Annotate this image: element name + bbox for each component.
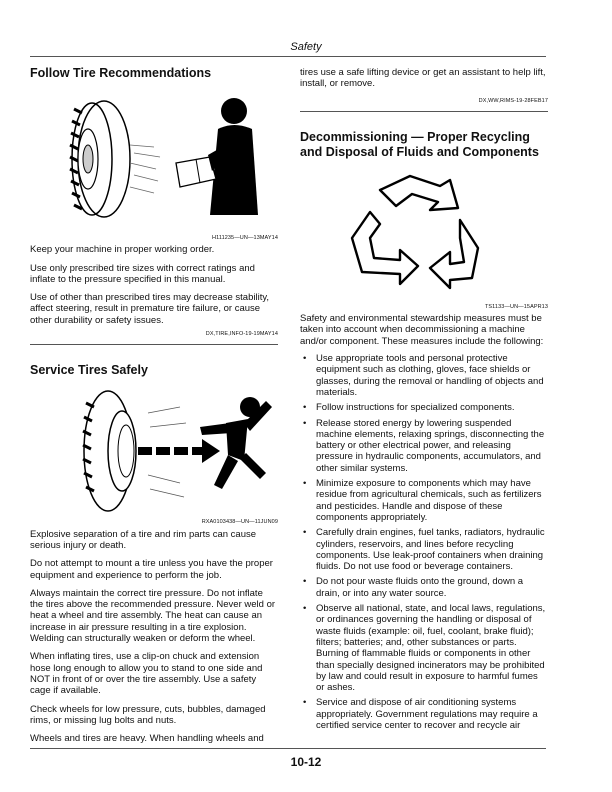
list-item: • Carefully drain engines, fuel tanks, radiators, hydraulic cylinders, reservoirs, and lines before recycling components. Use leak-proof containers when draining fluids. Do not use food or beverage containers. bbox=[300, 527, 548, 572]
bullet-list bbox=[300, 353, 548, 731]
list-item: • Release stored energy by lowering suspended machine elements, relaxing springs, disconnecting the battery or other electrical power, and releasing pressure in hydraulic components, accumulators, and other similar systems. bbox=[300, 418, 548, 474]
document-code: DX,TIRE,INFO-19-19MAY14 bbox=[205, 331, 278, 338]
paragraph: When inflating tires, use a clip-on chuck and extension hose long enough to allow you to stand to one side and NOT in front of or over the tire assembly. Use a safety cage if available. bbox=[30, 651, 263, 697]
section-heading-decommissioning: Decommissioning — Proper Recycling and Disposal of Fluids and Components bbox=[300, 129, 539, 159]
running-header: Safety bbox=[290, 41, 322, 53]
paragraph: Use only prescribed tire sizes with correct ratings and inflate to the pressure specified in this manual. bbox=[30, 262, 255, 285]
page-number: 10-12 bbox=[290, 755, 322, 769]
list-item: • Follow instructions for specialized components. bbox=[300, 402, 548, 413]
figure-code: RXA0103438—UN—11JUN09 bbox=[201, 519, 278, 526]
section-rule bbox=[300, 111, 548, 116]
footer-rule bbox=[30, 748, 546, 749]
paragraph: tires use a safe lifting device or get an assistant to help lift, install, or remove. bbox=[300, 67, 546, 90]
section-rule bbox=[30, 344, 278, 349]
figure-code: TS1133—UN—15APR13 bbox=[484, 303, 548, 310]
tire-reading-manual-illustration bbox=[30, 87, 278, 233]
paragraph: Use of other than prescribed tires may decrease stability, affect steering, result in premature tire failure, or cause other durability or safety issues. bbox=[30, 292, 270, 326]
paragraph: Wheels and tires are heavy. When handling wheels and bbox=[30, 733, 264, 745]
left-column bbox=[30, 66, 278, 751]
paragraph: Do not attempt to mount a tire unless you have the proper equipment and experience to perform the job. bbox=[30, 558, 273, 581]
paragraph: Always maintain the correct tire pressure. Do not inflate the tires above the recommended pressure. Never weld or heat a wheel and tire assembly. The heat can cause an increase in air pressure resulting in a tire explosion. Welding can structurally weaken or deform the wheel. bbox=[30, 587, 276, 645]
list-item: • Use appropriate tools and personal protective equipment such as clothing, gloves, face shields or glasses, during the removal or handling of objects and materials. bbox=[300, 353, 548, 398]
document-code: DX,WW,RIMS-19-28FEB17 bbox=[478, 97, 548, 104]
list-item: • Do not pour waste fluids onto the ground, down a drain, or into any water source. bbox=[300, 576, 548, 599]
paragraph: Keep your machine in proper working order. bbox=[30, 244, 215, 256]
figure-code: H111235—UN—13MAY14 bbox=[212, 235, 278, 241]
list-item: • Minimize exposure to components which may have residue from agricultural chemicals, such as fertilizers and pesticides. Handle and dispose of these components appropriately. bbox=[300, 478, 548, 523]
list-item: • Observe all national, state, and local laws, regulations, or ordinances governing the handling or disposal of waste fluids (example: oil, fuel, coolant, brake fluid); filters; batteries; and, other substances or parts. Burning of flammable fluids or components in other than specially designed incinerators may be prohibited by law and could result in exposure to harmful fumes or ashes. bbox=[300, 603, 548, 693]
section-heading-tire-recommendations: Follow Tire Recommendations bbox=[30, 66, 212, 80]
tire-explosion-illustration bbox=[30, 383, 278, 517]
list-item: • Service and dispose of air conditioning systems appropriately. Government regulations may require a certified service center to recover and recycle air bbox=[300, 697, 548, 731]
section-heading-service-tires: Service Tires Safely bbox=[30, 363, 148, 378]
paragraph: Explosive separation of a tire and rim parts can cause serious injury or death. bbox=[30, 528, 257, 551]
paragraph: Safety and environmental stewardship measures must be taken into account when decommissioning a machine and/or component. These measures include the following: bbox=[300, 313, 544, 347]
header-rule bbox=[30, 56, 546, 57]
right-column bbox=[300, 67, 548, 735]
paragraph: Check wheels for low pressure, cuts, bubbles, damaged rims, or missing lug bolts and nuts. bbox=[30, 703, 266, 726]
recycling-symbol-illustration bbox=[300, 168, 548, 302]
